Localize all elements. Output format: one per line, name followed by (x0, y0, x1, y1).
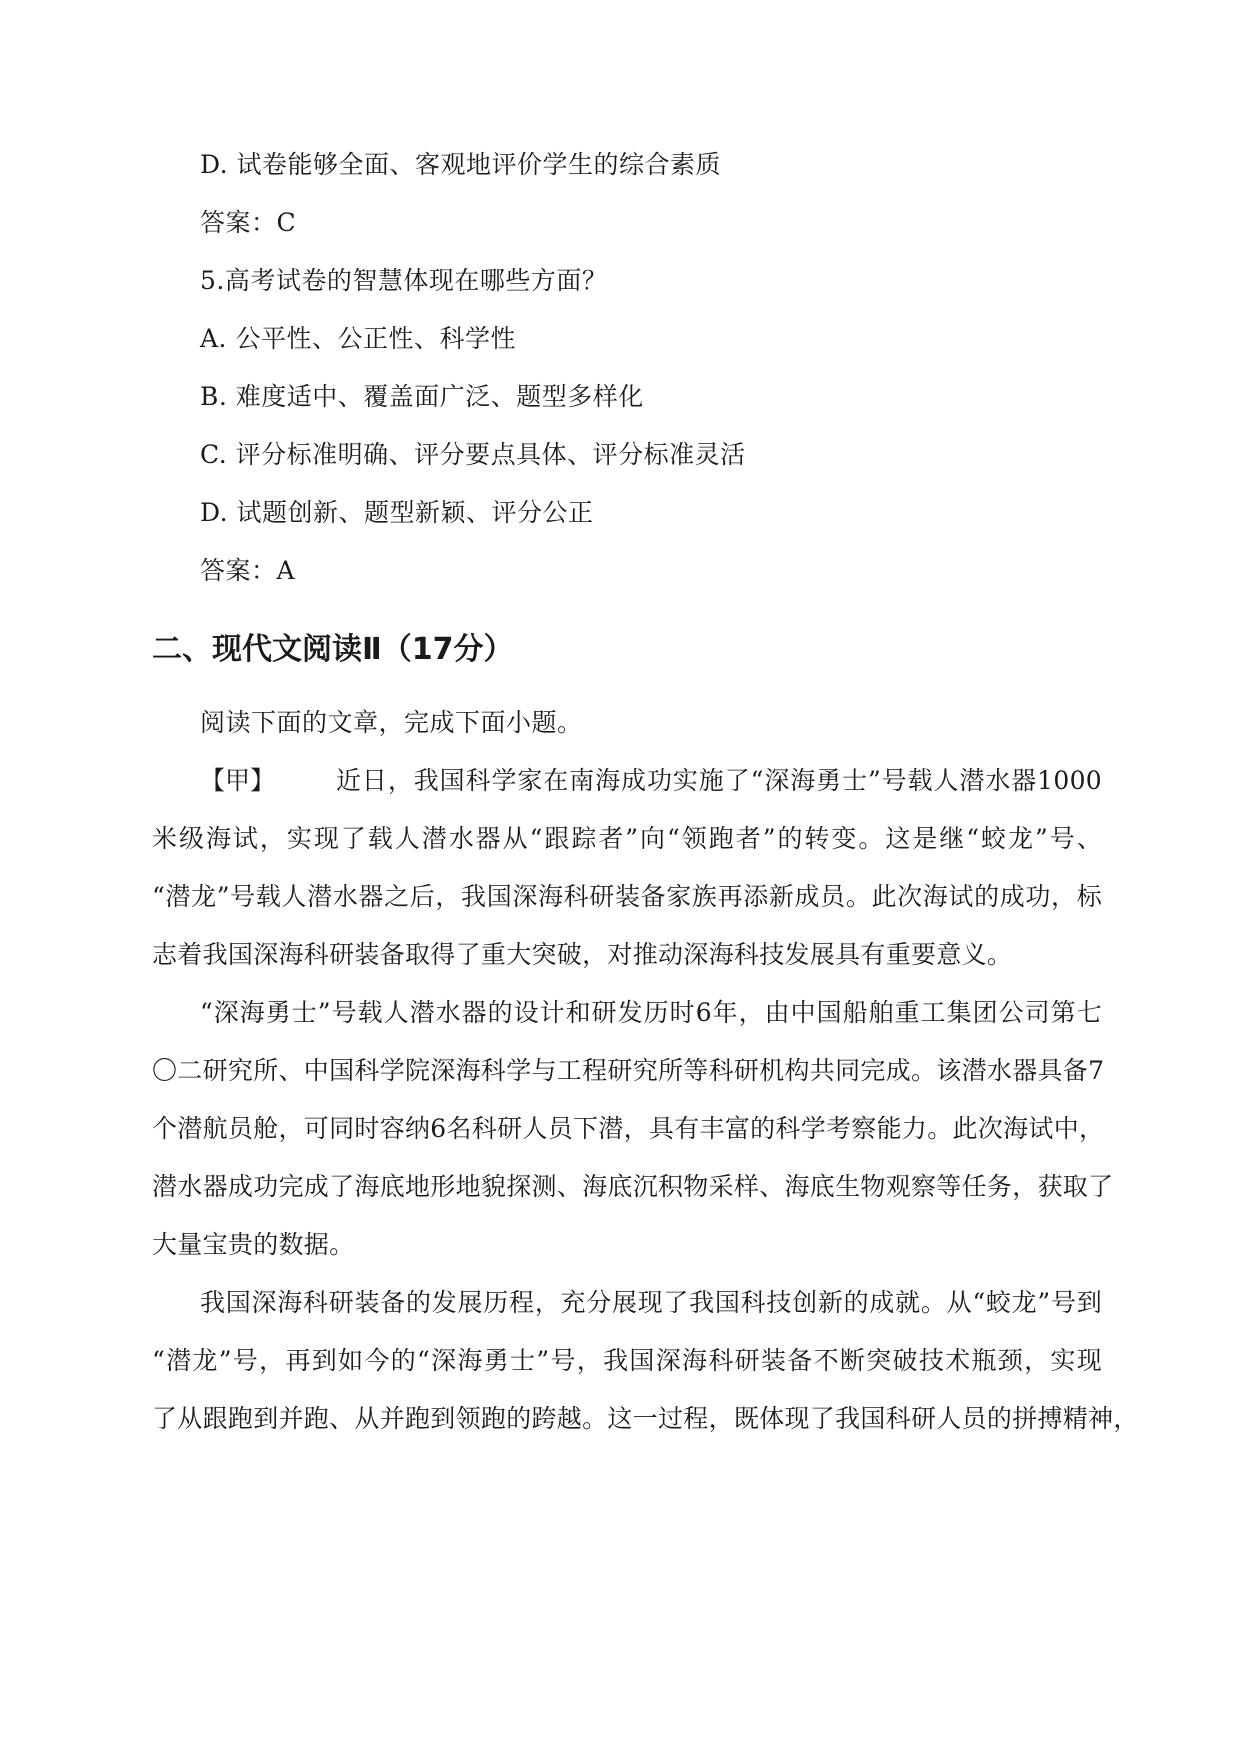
passage-tag: 【甲】 (200, 766, 276, 795)
q4-answer: 答案：C (200, 208, 297, 237)
article-p2-line-5: 大量宝贵的数据。 (152, 1230, 355, 1259)
article-p2-line-3: 个潜航员舱，可同时容纳6名科研人员下潜，具有丰富的科学考察能力。此次海试中， (152, 1114, 1105, 1143)
article-p1-line-3: “潜龙”号载人潜水器之后，我国深海科研装备家族再添新成员。此次海试的成功，标 (152, 882, 1102, 911)
q5-stem: 5.高考试卷的智慧体现在哪些方面？ (200, 266, 608, 295)
article-p2-line-4: 潜水器成功完成了海底地形地貌探测、海底沉积物采样、海底生物观察等任务，获取了 (152, 1172, 1114, 1201)
article-p3-line-3: 了从跟跑到并跑、从并跑到领跑的跨越。这一过程，既体现了我国科研人员的拼搏精神， (152, 1404, 1139, 1433)
article-p3-line-2: “潜龙”号，再到如今的“深海勇士”号，我国深海科研装备不断突破技术瓶颈，实现 (152, 1346, 1102, 1375)
article-p1-line-4: 志着我国深海科研装备取得了重大突破，对推动深海科技发展具有重要意义。 (152, 940, 1013, 969)
q5-answer: 答案：A (200, 556, 296, 585)
article-p3-line-1: 我国深海科研装备的发展历程，充分展现了我国科技创新的成就。从“蛟龙”号到 (200, 1288, 1102, 1317)
q4-option-d: D. 试卷能够全面、客观地评价学生的综合素质 (200, 150, 722, 179)
q5-option-d: D. 试题创新、题型新颖、评分公正 (200, 498, 594, 527)
article-p1-line-2: 米级海试，实现了载人潜水器从“跟踪者”向“领跑者”的转变。这是继“蛟龙”号、 (152, 824, 1102, 853)
article-p2-line-1: “深海勇士”号载人潜水器的设计和研发历时6年，由中国船舶重工集团公司第七 (200, 998, 1102, 1027)
section-heading: 二、现代文阅读Ⅱ（17分） (152, 632, 514, 667)
q5-option-c: C. 评分标准明确、评分要点具体、评分标准灵活 (200, 440, 746, 469)
article-p1-line-1: 近日，我国科学家在南海成功实施了“深海勇士”号载人潜水器1000 (336, 766, 1102, 795)
article-p2-line-2: 〇二研究所、中国科学院深海科学与工程研究所等科研机构共同完成。该潜水器具备7 (152, 1056, 1105, 1085)
section-instruction: 阅读下面的文章，完成下面小题。 (200, 708, 583, 737)
q5-option-a: A. 公平性、公正性、科学性 (200, 324, 516, 353)
q5-option-b: B. 难度适中、覆盖面广泛、题型多样化 (200, 382, 644, 411)
